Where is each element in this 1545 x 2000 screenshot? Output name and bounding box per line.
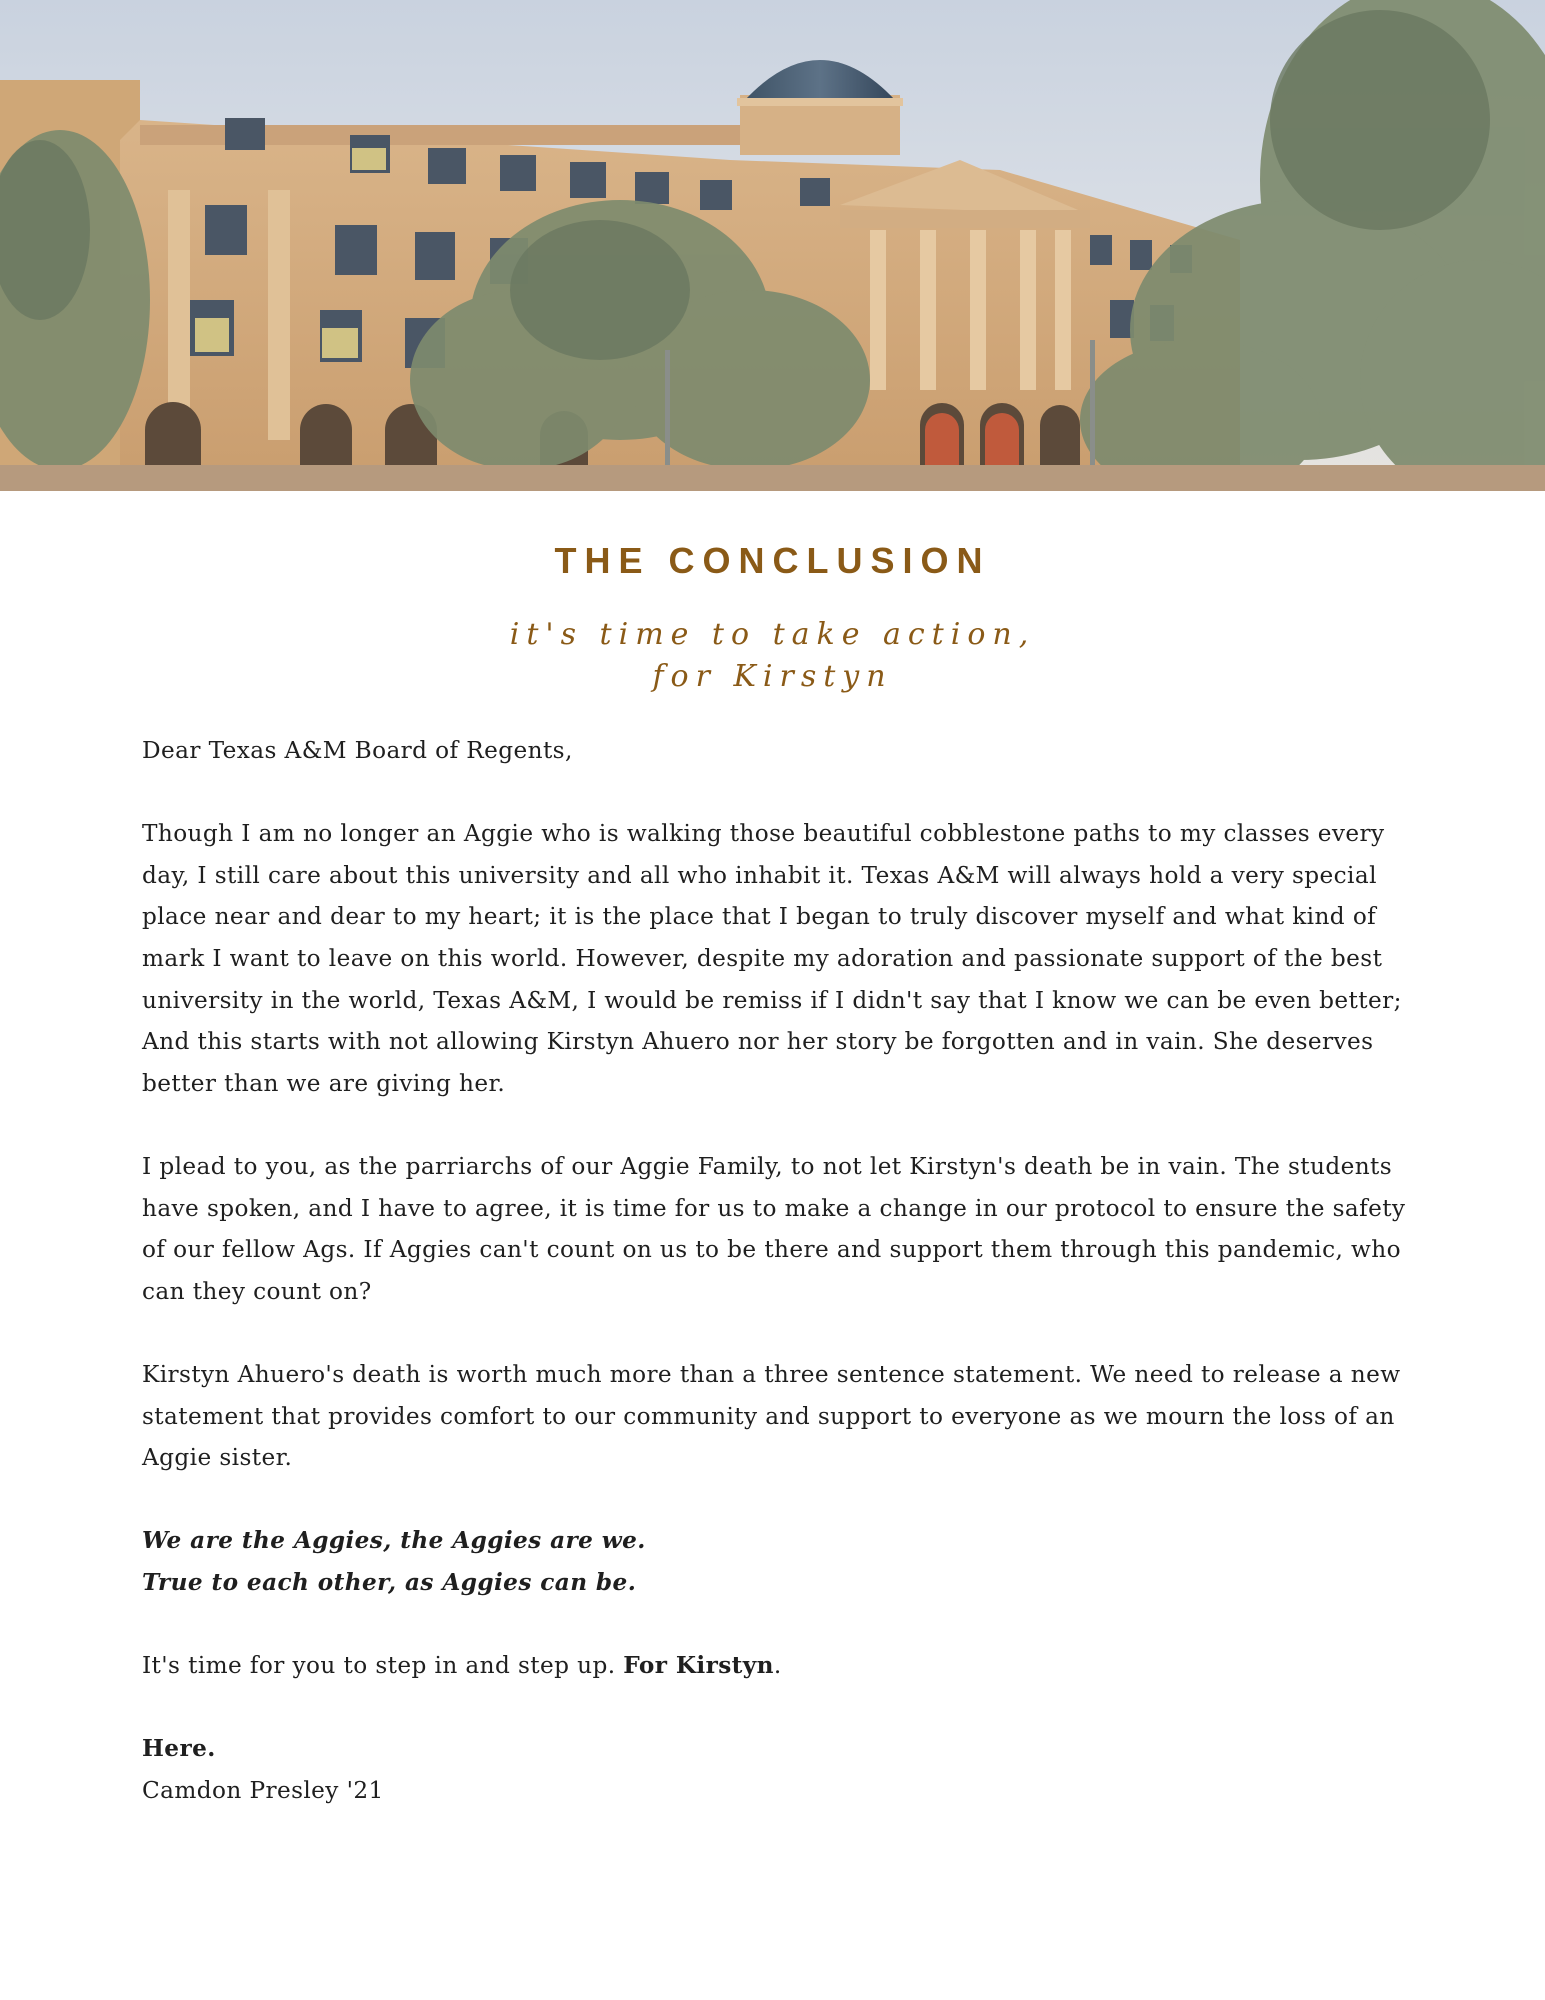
subtitle — [0, 614, 1545, 698]
verse-line-1: We are the Aggies, the Aggies are we. — [142, 1527, 646, 1555]
call-to-action-text: It's time for you to step in and step up. — [142, 1652, 624, 1680]
sign-off: Here. — [142, 1735, 216, 1763]
subtitle-line-1: it's time to take action, — [509, 617, 1036, 652]
page-title: THE CONCLUSION — [554, 540, 991, 581]
signature-block — [142, 1728, 1412, 1811]
call-to-action-end: . — [773, 1652, 782, 1680]
paragraph-3: Kirstyn Ahuero's death is worth much more than a three sentence statement. We need to release a new statement that provides comfort to our community and support to everyone as we mourn the loss of an Aggie sister. — [142, 1360, 1401, 1472]
call-to-action — [142, 1645, 1412, 1687]
building-illustration — [0, 0, 1545, 491]
paragraph-1: Though I am no longer an Aggie who is walking those beautiful cobblestone paths to my classes every day, I still care about this university and all who inhabit it. Texas A&M will always hold a very special place near and dear to my heart; it is the place that I began to truly discover myself and what kind of mark I want to leave on this world. However, despite my adoration and passionate support of the best university in the world, Texas A&M, I would be remiss if I didn't say that I know we can be even better; And this starts with not allowing Kirstyn Ahuero nor her story be forgotten and in vain. She deserves better than we are giving her. — [142, 820, 1402, 1097]
hero-image-academic-building — [0, 0, 1545, 491]
signature: Camdon Presley '21 — [142, 1776, 384, 1804]
letter-body — [142, 730, 1412, 1853]
salutation: Dear Texas A&M Board of Regents, — [142, 737, 573, 764]
subtitle-line-2: for Kirstyn — [652, 659, 893, 694]
verse-line-2: True to each other, as Aggies can be. — [142, 1568, 637, 1596]
call-to-action-bold: For Kirstyn — [623, 1652, 774, 1680]
aggie-verse — [142, 1520, 1412, 1603]
paragraph-2: I plead to you, as the parriarchs of our Aggie Family, to not let Kirstyn's death be in vain. The students have spoken, and I have to agree, it is time for us to make a change in our protocol to ensure the safety of our fellow Ags. If Aggies can't count on us to be there and support them through this pandemic, who can they count on? — [142, 1152, 1406, 1305]
